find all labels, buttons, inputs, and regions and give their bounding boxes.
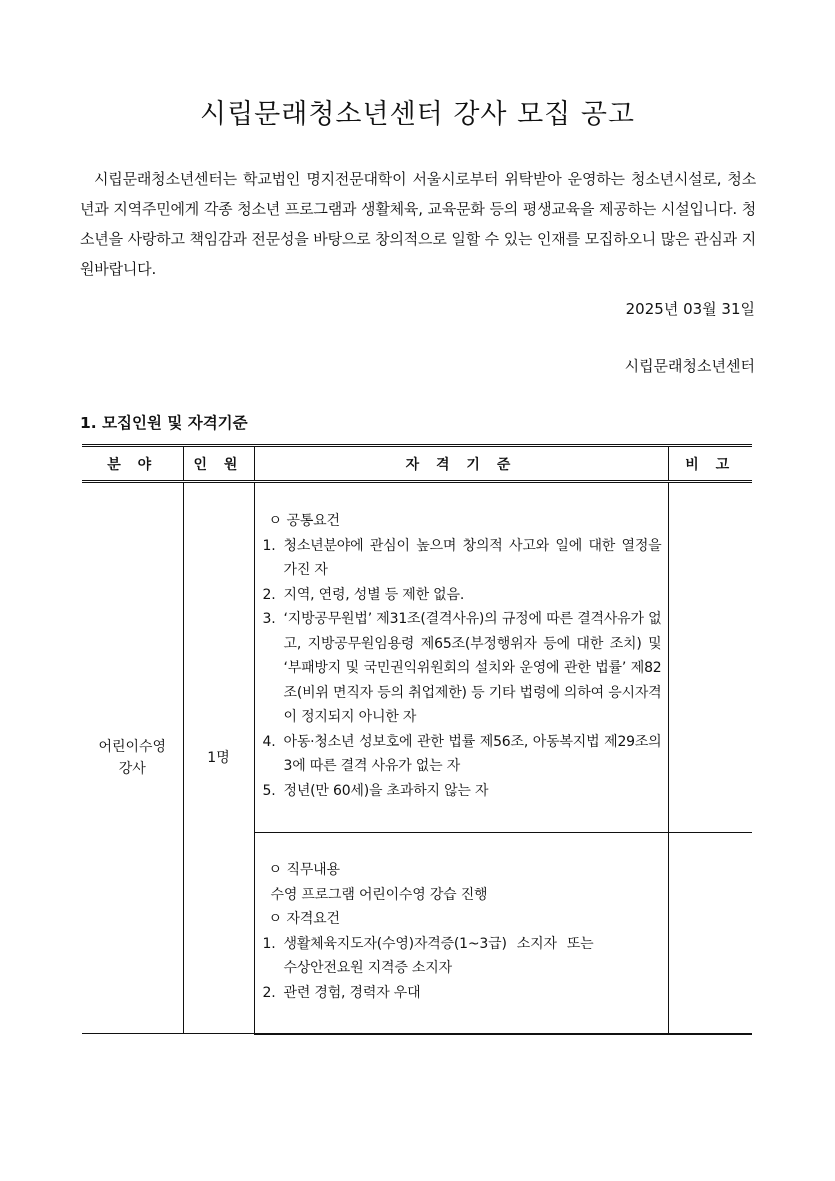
list-item: 2. 관련 경험, 경력자 우대: [262, 984, 421, 1001]
duty-content: 수영 프로그램 어린이수영 강습 진행: [270, 886, 488, 903]
count-cell: 1명: [183, 482, 254, 1034]
list-item: 2. 지역, 연령, 성별 등 제한 없음.: [262, 586, 465, 603]
recruitment-table: [82, 444, 752, 1035]
common-requirements-cell: [254, 482, 668, 833]
header-count: 인 원: [183, 446, 254, 482]
bullet-icon: ㅇ: [268, 862, 282, 878]
announcement-date: 2025년 03월 31일: [625, 300, 755, 318]
duty-heading: ㅇ 직무내용: [263, 858, 662, 883]
section-heading-recruitment: 1. 모집인원 및 자격기준: [80, 414, 248, 432]
page-title: 시립문래청소년센터 강사 모집 공고: [200, 99, 635, 130]
list-item: 1. 생활체육지도자(수영)자격증(1~3급) 소지자 또는 수상안전요원 지격증 소지자: [262, 935, 594, 976]
list-item: 1. 청소년분야에 관심이 높으며 창의적 사고와 일에 대한 열정을 가진 자: [262, 537, 662, 578]
field-cell: [82, 482, 183, 1034]
list-item: 5. 정년(만 60세)을 초과하지 않는 자: [262, 782, 489, 799]
remark-cell: [668, 833, 752, 1034]
field-value: 어린이수영 강사: [98, 739, 167, 777]
organization-name: 시립문래청소년센터: [624, 357, 755, 375]
header-field: 분 야: [82, 446, 183, 482]
table-header-row: [82, 446, 752, 482]
bullet-icon: ㅇ: [268, 513, 282, 529]
bullet-icon: ㅇ: [268, 911, 282, 927]
duty-qualification-cell: [254, 833, 668, 1034]
list-item: 3. ‘지방공무원법’ 제31조(결격사유)의 규정에 따른 결격사유가 없고, 지방공무원임용령 제65조(부정행위자 등에 대한 조치) 및 ‘부패방지 및 국민권익위원회의 설치와 운영에 관한 법률’ 제82조(비위 면직자 등의 취업제한) 등 기타 법령에 의하여 응시자격이 정지되지 아니한 자: [262, 611, 662, 725]
remark-cell: [668, 482, 752, 833]
header-remark: 비 고: [668, 446, 752, 482]
header-criteria: 자 격 기 준: [254, 446, 668, 482]
qualification-heading: ㅇ 자격요건: [263, 907, 662, 932]
list-item: 4. 아동·청소년 성보호에 관한 법률 제56조, 아동복지법 제29조의 3에 따른 결격 사유가 없는 자: [262, 733, 662, 774]
table-row: [82, 482, 752, 833]
intro-paragraph: 시립문래청소년센터는 학교법인 명지전문대학이 서울시로부터 위탁받아 운영하는 청소년시설로, 청소년과 지역주민에게 각종 청소년 프로그램과 생활체육, 교육문화 등의 평생교육을 제공하는 시설입니다. 청소년을 사랑하고 책임감과 전문성을 바탕으로 창의적으로 일할 수 있는 인재를 모집하오니 많은 관심과 지원바랍니다.: [80, 170, 756, 278]
common-requirements-heading: ㅇ 공통요건: [263, 509, 662, 534]
